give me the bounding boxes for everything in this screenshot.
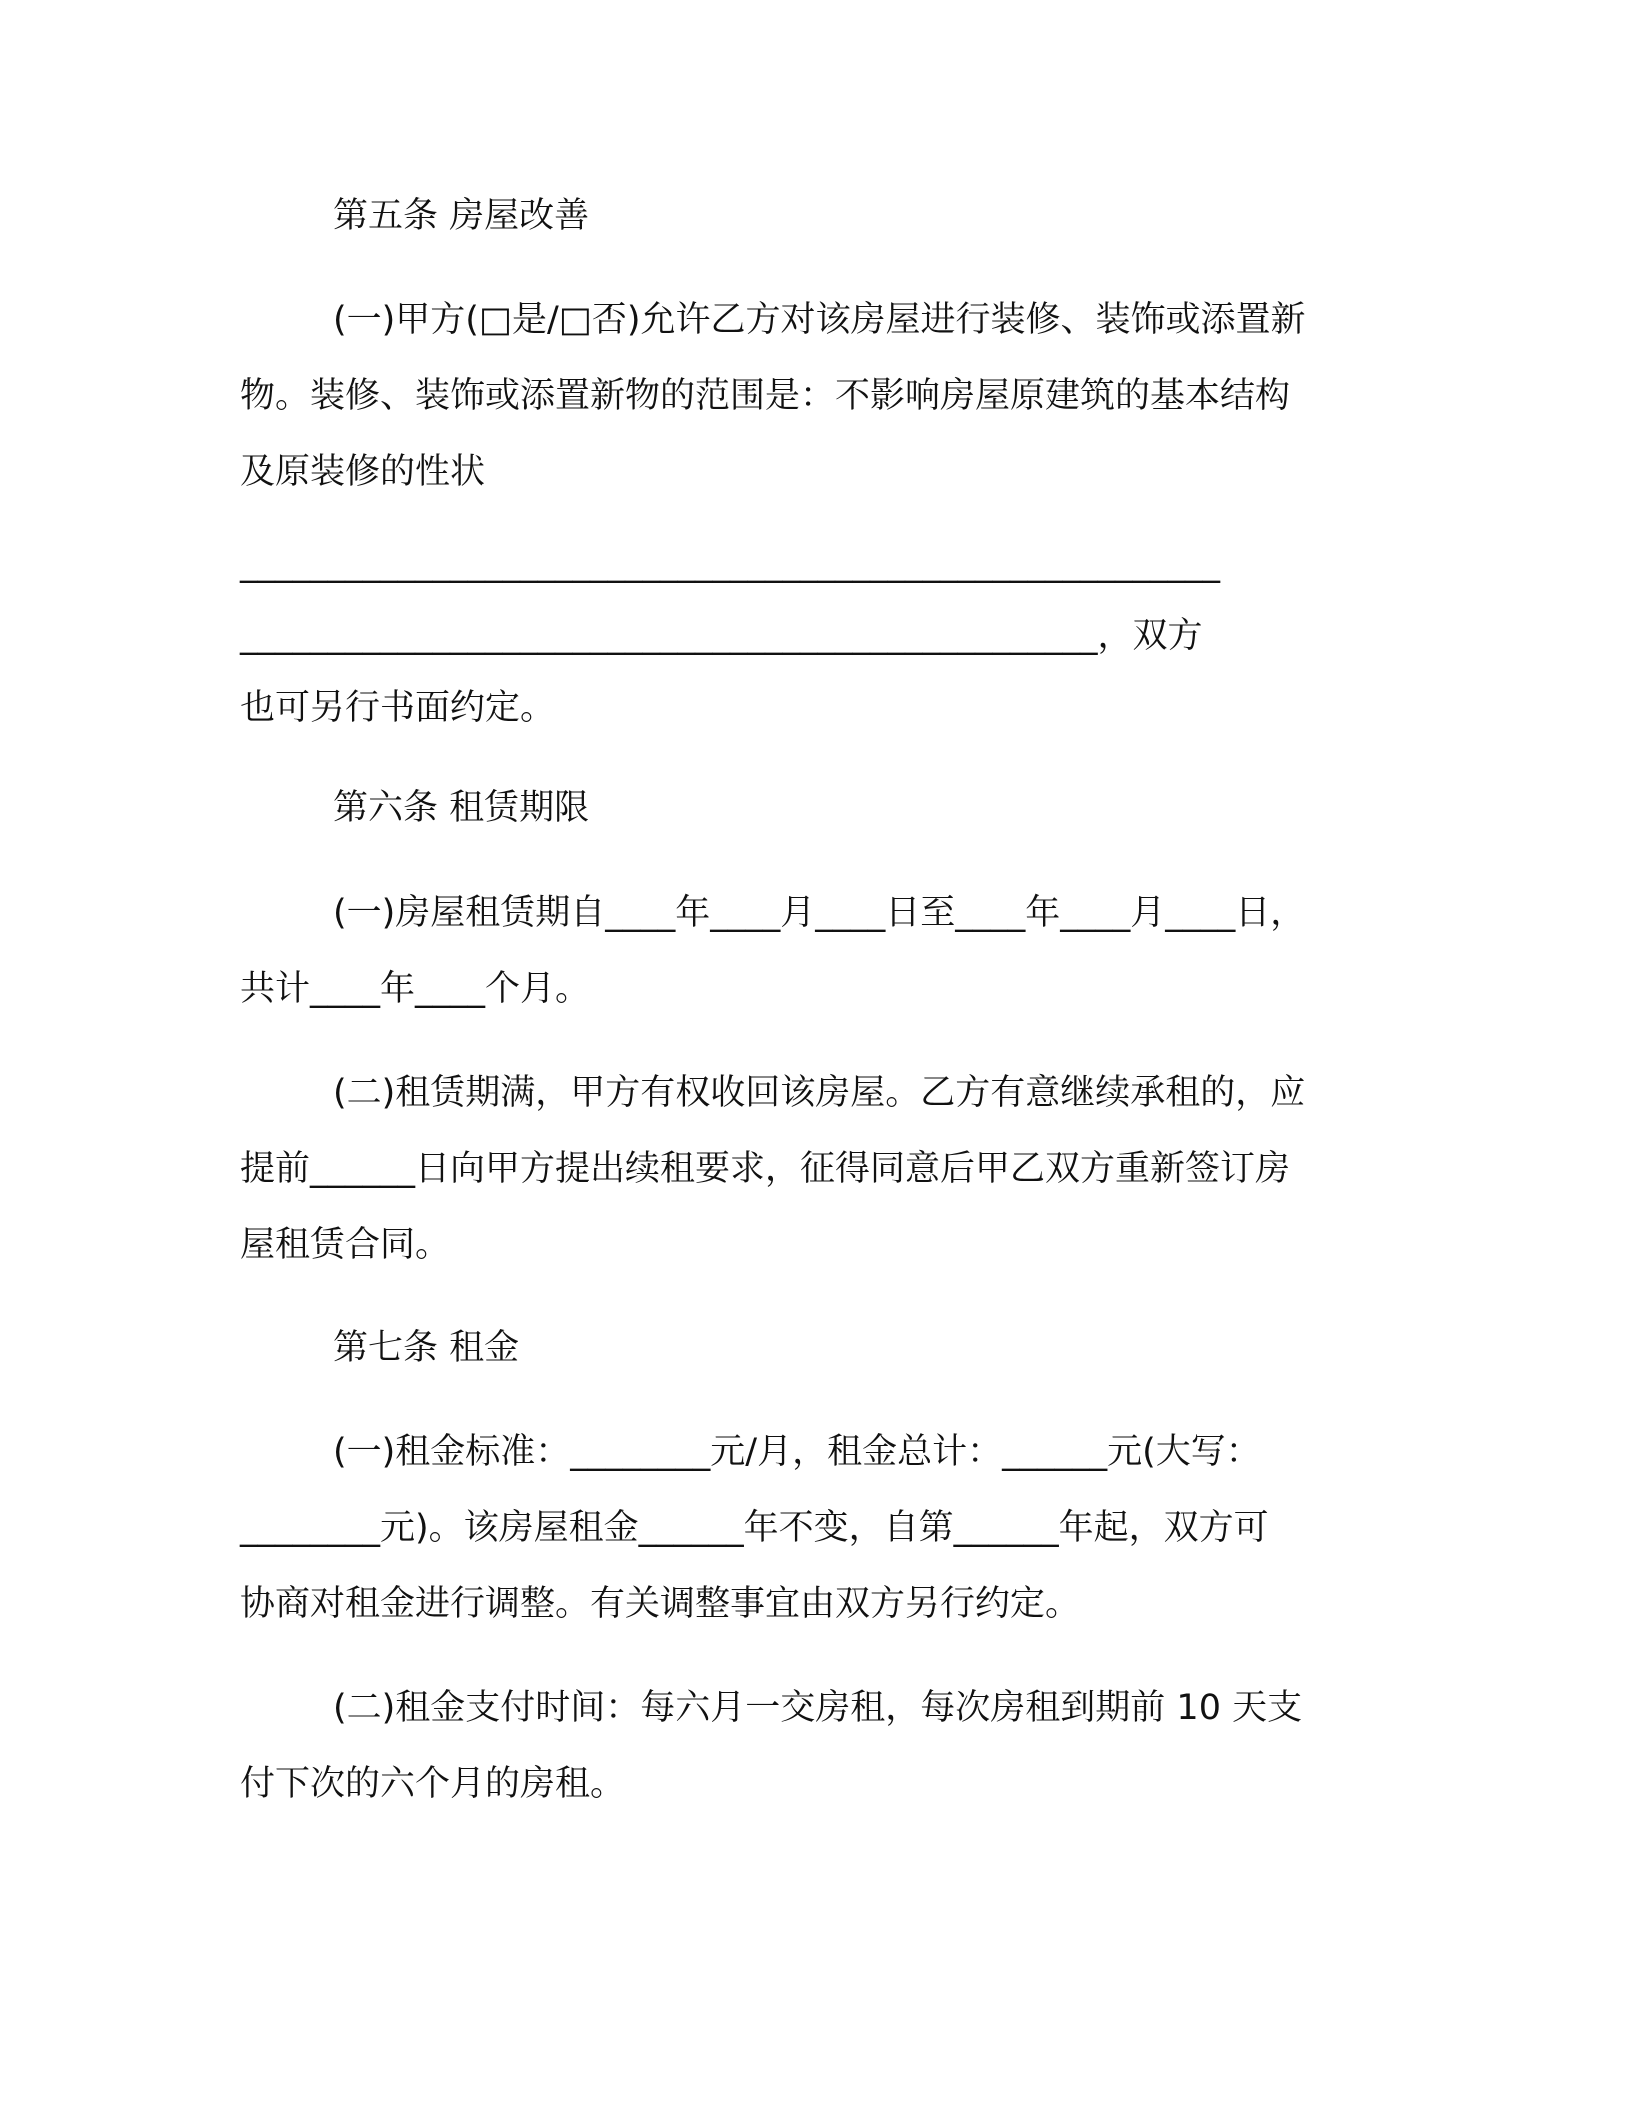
article-7-para-1-line-3: 协商对租金进行调整。有关调整事宜由双方另行约定。 — [240, 1584, 1081, 1624]
article-7-para-2-line-2: 付下次的六个月的房租。 — [240, 1764, 626, 1804]
article-7-para-1-line-2: ________元)。该房屋租金______年不变，自第______年起，双方可 — [240, 1508, 1269, 1548]
article-5-para-1-line-6: 也可另行书面约定。 — [240, 688, 556, 728]
article-6-para-2-line-2: 提前______日向甲方提出续租要求，征得同意后甲乙双方重新签订房 — [240, 1149, 1291, 1189]
article-6-para-1-line-1: (一)房屋租赁期自____年____月____日至____年____月____日， — [333, 893, 1306, 933]
article-6-para-2-line-1: (二)租赁期满，甲方有权收回该房屋。乙方有意继续承租的，应 — [333, 1073, 1306, 1113]
blank-fill-line-2: _________________________________________________，双方 — [240, 616, 1203, 656]
blank-fill-line-1: ________________________________________________________ — [240, 544, 1220, 584]
article-6-heading: 第六条 租赁期限 — [333, 788, 590, 828]
article-5-heading: 第五条 房屋改善 — [333, 196, 590, 236]
article-7-para-1-line-1: (一)租金标准：________元/月，租金总计：______元(大写： — [333, 1432, 1261, 1472]
article-6-para-1-line-2: 共计____年____个月。 — [240, 969, 591, 1009]
article-5-para-1-line-2: 物。装修、装饰或添置新物的范围是：不影响房屋原建筑的基本结构 — [240, 376, 1291, 416]
article-5-para-1-line-1: (一)甲方(□是/□否)允许乙方对该房屋进行装修、装饰或添置新 — [333, 300, 1306, 340]
article-6-para-2-line-3: 屋租赁合同。 — [240, 1225, 451, 1265]
article-7-para-2-line-1: (二)租金支付时间：每六月一交房租，每次房租到期前 10 天支 — [333, 1688, 1303, 1728]
article-7-heading: 第七条 租金 — [333, 1328, 520, 1368]
article-5-para-1-line-3: 及原装修的性状 — [240, 452, 486, 492]
